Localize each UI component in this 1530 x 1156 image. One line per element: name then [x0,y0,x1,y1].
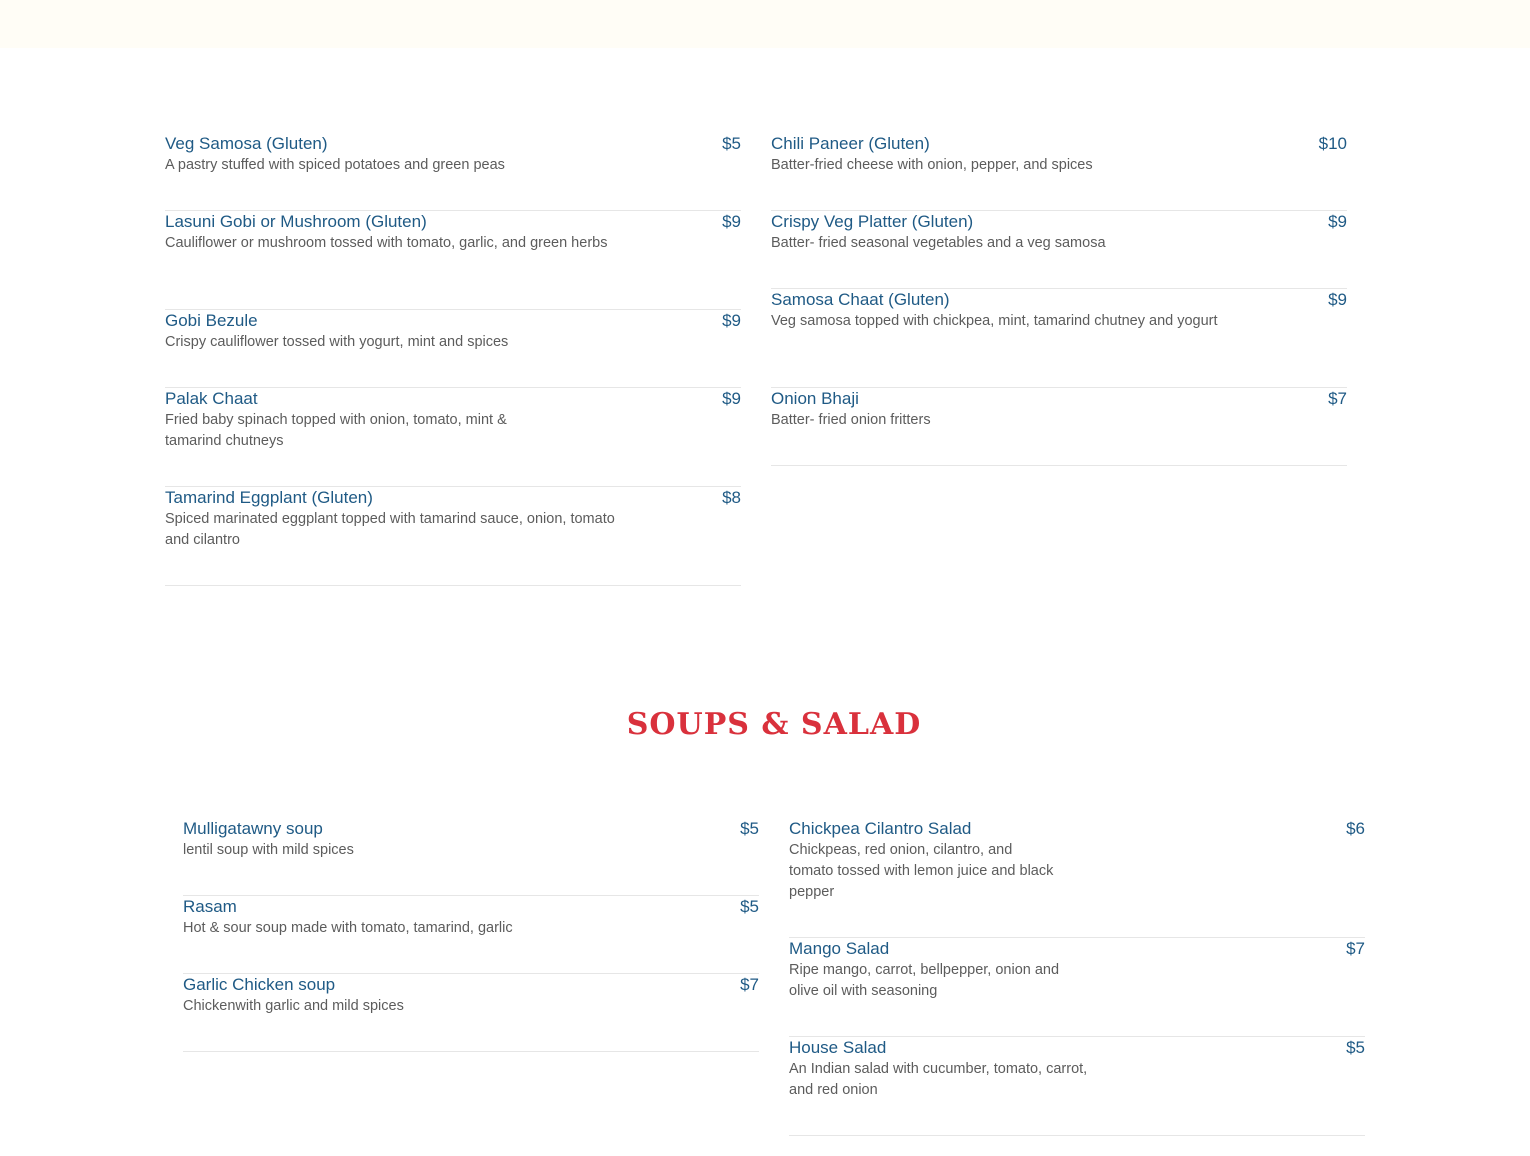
item-description: Chickpeas, red onion, cilantro, and tomato tossed with lemon juice and black pepper [789,842,1054,900]
item-price: $5 [1346,1038,1365,1057]
item-price: $6 [1346,819,1365,838]
section-title-soups-salad: SOUPS & SALAD [626,707,922,742]
item-name: Mulligatawny soup [183,819,323,838]
item-name: Crispy Veg Platter (Gluten) [771,212,974,231]
item-name: Samosa Chaat (Gluten) [771,290,950,309]
menu-item-house-salad [789,1037,1365,1136]
item-description: Spiced marinated eggplant topped with tamarind sauce, onion, tomato and cilantro [165,511,615,548]
item-price: $7 [740,975,759,994]
soups-left-column [183,818,759,1052]
item-name: Veg Samosa (Gluten) [165,134,328,153]
item-price: $5 [740,819,759,838]
menu-item-samosa-chaat [771,289,1347,388]
item-price: $5 [722,134,741,153]
item-price: $7 [1346,939,1365,958]
menu-item-gobi-bezule [165,310,741,388]
item-name: Gobi Bezule [165,311,258,330]
item-price: $7 [1328,389,1347,408]
header-band [0,0,1530,48]
item-price: $8 [722,488,741,507]
item-name: Lasuni Gobi or Mushroom (Gluten) [165,212,427,231]
item-description: Ripe mango, carrot, bellpepper, onion and olive oil with seasoning [789,962,1060,999]
item-name: Onion Bhaji [771,389,859,408]
menu-item-palak-chaat [165,388,741,487]
item-description: Fried baby spinach topped with onion, tomato, mint & tamarind chutneys [165,412,507,449]
item-name: House Salad [789,1038,887,1057]
menu-item-rasam [183,896,759,974]
item-description: Batter-fried cheese with onion, pepper, and spices [771,157,1093,173]
menu-item-garlic-chicken-soup [183,974,759,1052]
item-name: Mango Salad [789,939,890,958]
menu-item-crispy-veg-platter [771,211,1347,289]
item-name: Palak Chaat [165,389,258,408]
menu-item-mango-salad [789,938,1365,1037]
appetizers-left-column [165,133,741,586]
item-description: lentil soup with mild spices [183,842,354,858]
item-price: $9 [1328,290,1347,309]
item-description: An Indian salad with cucumber, tomato, carrot, and red onion [789,1061,1088,1098]
item-name: Rasam [183,897,237,916]
item-description: Crispy cauliflower tossed with yogurt, mint and spices [165,334,509,350]
item-description: Cauliflower or mushroom tossed with tomato, garlic, and green herbs [165,235,608,251]
item-price: $9 [722,311,741,330]
item-description: Batter- fried onion fritters [771,412,931,428]
item-price: $9 [722,212,741,231]
item-price: $10 [1318,134,1347,153]
item-price: $9 [722,389,741,408]
menu-item-chickpea-cilantro-salad [789,818,1365,938]
item-name: Chickpea Cilantro Salad [789,819,972,838]
item-price: $9 [1328,212,1347,231]
menu-item-onion-bhaji [771,388,1347,466]
item-description: Chickenwith garlic and mild spices [183,998,404,1014]
menu-item-lasuni-gobi [165,211,741,310]
item-description: Veg samosa topped with chickpea, mint, tamarind chutney and yogurt [771,313,1218,329]
item-description: Batter- fried seasonal vegetables and a veg samosa [771,235,1106,251]
menu-item-tamarind-eggplant [165,487,741,586]
item-description: Hot & sour soup made with tomato, tamarind, garlic [183,920,513,936]
appetizers-right-column [771,133,1347,466]
item-name: Tamarind Eggplant (Gluten) [165,488,373,507]
item-price: $5 [740,897,759,916]
menu-item-mulligatawny-soup [183,818,759,896]
item-name: Garlic Chicken soup [183,975,336,994]
item-name: Chili Paneer (Gluten) [771,134,930,153]
salad-right-column [789,818,1365,1136]
menu-item-veg-samosa [165,133,741,211]
item-description: A pastry stuffed with spiced potatoes and green peas [165,157,505,173]
menu-item-chili-paneer [771,133,1347,211]
